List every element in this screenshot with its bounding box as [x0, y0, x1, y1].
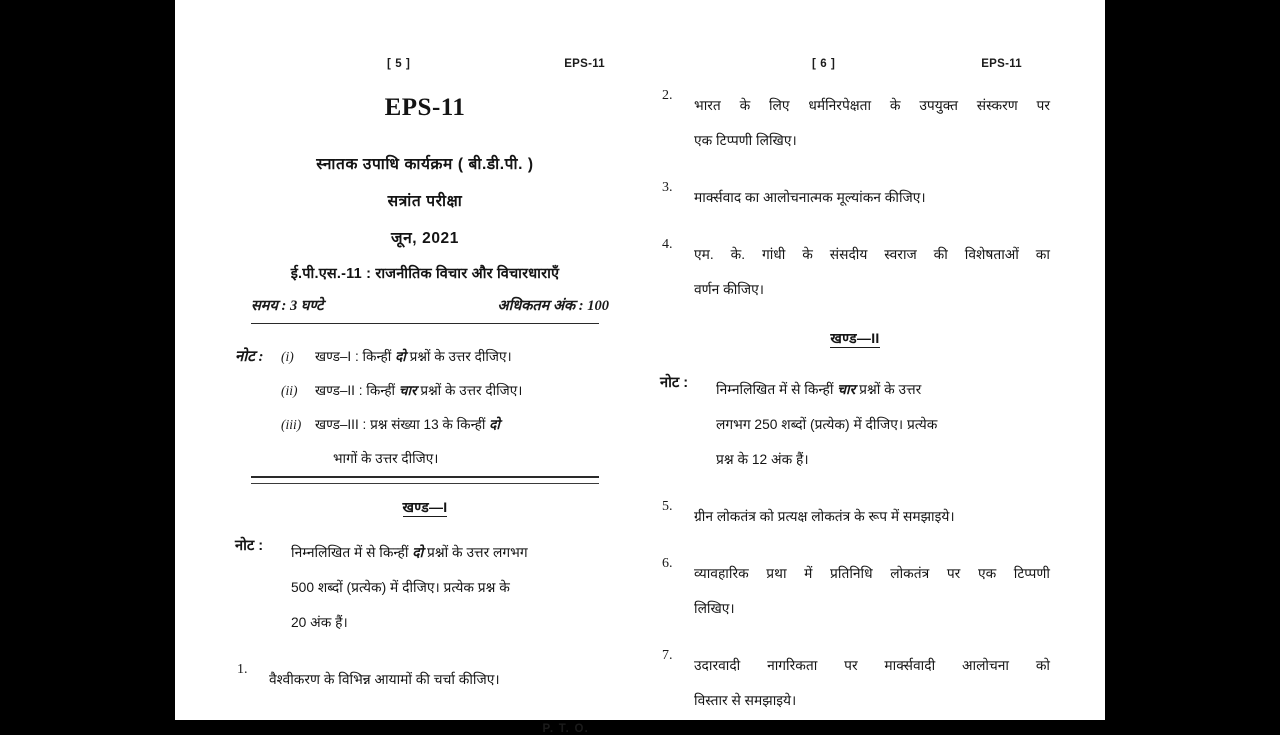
question-2-line-2: एक टिप्पणी लिखिए। [694, 133, 797, 148]
question-4-line-1 [694, 237, 1050, 272]
q6-l1-w4: प्रतिनिधि [830, 566, 873, 581]
q4-l1-w6: स्वराज [884, 247, 917, 262]
section-2-note-label: नोट : [660, 375, 689, 391]
section-heading-khand-1 [235, 498, 615, 517]
section-2-note-lines [660, 372, 1050, 477]
programme-block [235, 152, 615, 283]
instruction-item-ii [235, 374, 615, 408]
question-6-number: 6. [662, 556, 673, 571]
page-column-left [235, 0, 615, 735]
question-7-number: 7. [662, 648, 673, 663]
question-5 [660, 499, 1050, 534]
q7-l1-w2: नागरिकता [767, 658, 818, 673]
section-2-note [660, 372, 1050, 477]
instruction-item-iii [235, 408, 615, 442]
section-1-note-line-2: 500 शब्दों (प्रत्येक) में दीजिए। प्रत्येक प्रश्न के [291, 580, 510, 595]
q4-l1-w8: विशेषताओं [964, 247, 1019, 262]
q6-l1-w7: एक [977, 566, 997, 581]
q6-l1-w2: प्रथा [766, 566, 787, 581]
question-1-number: 1. [237, 662, 248, 677]
q6-l1-w8: टिप्पणी [1013, 566, 1050, 581]
section-1-note-line-3: 20 अंक हैं। [291, 615, 348, 630]
q6-l1-w5: लोकतंत्र [890, 566, 930, 581]
q4-l1-w5: संसदीय [829, 247, 868, 262]
q7-l1-w4: मार्क्सवादी [884, 658, 936, 673]
instruction-item-iii-continuation [235, 442, 615, 476]
course-title: ई.पी.एस.-11 : राजनीतिक विचार और विचारधाराएँ [290, 266, 560, 282]
q6-l1-w1: व्यावहारिक [694, 566, 749, 581]
section-heading-khand-2-text: खण्ड—II [830, 330, 880, 346]
document-page [175, 0, 1105, 735]
question-7-line-1 [694, 648, 1050, 683]
instr-iii-emphasis: दो [489, 417, 500, 432]
exam-type: सत्रांत परीक्षा [387, 193, 463, 210]
s2-note-l1b: प्रश्नों के उत्तर [855, 382, 922, 397]
q2-l1-w2: के [739, 98, 751, 113]
section-2-note-line-3: प्रश्न के 12 अंक हैं। [716, 452, 809, 467]
instruction-text-iii [281, 408, 615, 442]
section-heading-khand-2 [660, 329, 1050, 348]
page-turn-over-label: P. T. O. [542, 723, 589, 735]
question-4 [660, 237, 1050, 307]
right-page-header [660, 58, 1050, 80]
instr-iii-before: खण्ड–III : प्रश्न संख्या 13 के किन्हीं [315, 417, 490, 432]
q6-l1-w6: पर [946, 566, 961, 581]
paper-code-left: EPS-11 [564, 58, 605, 70]
q4-l1-w9: का [1035, 247, 1050, 262]
roman-numeral-iii: (iii) [281, 417, 302, 432]
instr-i-emphasis: दो [395, 349, 406, 364]
paper-title-code: EPS-11 [384, 94, 466, 121]
q2-l1-w3: लिए [768, 98, 790, 113]
instruction-text-ii [281, 374, 615, 408]
s1-note-l1a: निम्नलिखित में से किन्हीं [291, 545, 413, 560]
q2-l1-w5: के [889, 98, 901, 113]
question-5-line-1: ग्रीन लोकतंत्र को प्रत्यक्ष लोकतंत्र के रूप में समझाइये। [694, 509, 955, 524]
q6-l1-w3: में [804, 566, 813, 581]
instr-ii-emphasis: चार [398, 383, 417, 398]
question-6 [660, 556, 1050, 626]
exam-meta-row [235, 295, 615, 317]
question-5-number: 5. [662, 499, 673, 514]
question-7-line-2: विस्तार से समझाइये। [694, 693, 797, 708]
question-4-number: 4. [662, 237, 673, 252]
instr-ii-after: प्रश्नों के उत्तर दीजिए। [416, 383, 523, 398]
maximum-marks: अधिकतम अंक : 100 [497, 298, 609, 314]
general-instructions [235, 340, 615, 476]
question-3-number: 3. [662, 180, 673, 195]
left-page-header [235, 58, 615, 80]
s2-note-l1-em: चार [837, 382, 856, 397]
q2-l1-w7: संस्करण [976, 98, 1018, 113]
q2-l1-w4: धर्मनिरपेक्षता [808, 98, 872, 113]
question-7 [660, 648, 1050, 718]
page-column-right [660, 0, 1050, 720]
section-1-note-line-1 [291, 535, 615, 570]
q4-l1-w2: के. [730, 247, 746, 262]
question-2-number: 2. [662, 88, 673, 103]
question-2 [660, 88, 1050, 158]
divider-rule-thin [251, 323, 599, 324]
question-2-line-1 [694, 88, 1050, 123]
section-2-note-line-1 [716, 372, 1050, 407]
roman-numeral-ii: (ii) [281, 383, 298, 398]
q4-l1-w1: एम. [694, 247, 714, 262]
page-number-left: [ 5 ] [387, 58, 411, 70]
question-3 [660, 180, 1050, 215]
q7-l1-w1: उदारवादी [694, 658, 741, 673]
question-1 [235, 662, 615, 697]
question-3-line-1: मार्क्सवाद का आलोचनात्मक मूल्यांकन कीजिए। [694, 190, 926, 205]
s1-note-l1-em: दो [412, 545, 424, 560]
paper-code-right: EPS-11 [981, 58, 1022, 70]
time-allowed: समय : 3 घण्टे [251, 298, 324, 314]
s1-note-l1b: प्रश्नों के उत्तर लगभग [423, 545, 528, 560]
q7-l1-w5: आलोचना [961, 658, 1009, 673]
section-1-note-lines [235, 535, 615, 640]
section-1-note [235, 535, 615, 640]
q2-l1-w1: भारत [694, 98, 721, 113]
roman-numeral-i: (i) [281, 349, 294, 364]
instr-iii-continuation-text: भागों के उत्तर दीजिए। [333, 451, 439, 466]
exam-session: जून, 2021 [391, 230, 459, 247]
instr-i-after: प्रश्नों के उत्तर दीजिए। [405, 349, 512, 364]
section-2-note-line-2: लगभग 250 शब्दों (प्रत्येक) में दीजिए। प्रत्येक [716, 417, 938, 432]
q7-l1-w3: पर [844, 658, 858, 673]
page-number-right: [ 6 ] [812, 58, 836, 70]
instr-i-before: खण्ड–I : किन्हीं [315, 349, 396, 364]
instruction-text-i [281, 340, 615, 374]
s2-note-l1a: निम्नलिखित में से किन्हीं [716, 382, 838, 397]
note-label: नोट : [235, 349, 264, 365]
q2-l1-w6: उपयुक्त [919, 98, 958, 113]
question-6-line-1 [694, 556, 1050, 591]
instr-ii-before: खण्ड–II : किन्हीं [315, 383, 399, 398]
question-1-line-1: वैश्वीकरण के विभिन्न आयामों की चर्चा कीजिए। [269, 672, 500, 687]
divider-rule-double [251, 476, 599, 484]
section-1-note-label: नोट : [235, 538, 264, 554]
programme-name: स्नातक उपाधि कार्यक्रम ( बी.डी.पी. ) [316, 156, 534, 173]
q4-l1-w7: की [933, 247, 948, 262]
q4-l1-w3: गांधी [761, 247, 786, 262]
question-4-line-2: वर्णन कीजिए। [694, 282, 764, 297]
question-6-line-2: लिखिए। [694, 601, 735, 616]
q7-l1-w6: को [1035, 658, 1050, 673]
instruction-item-i [235, 340, 615, 374]
section-heading-khand-1-text: खण्ड—I [402, 499, 448, 515]
q2-l1-w8: पर [1036, 98, 1050, 113]
q4-l1-w4: के [802, 247, 813, 262]
